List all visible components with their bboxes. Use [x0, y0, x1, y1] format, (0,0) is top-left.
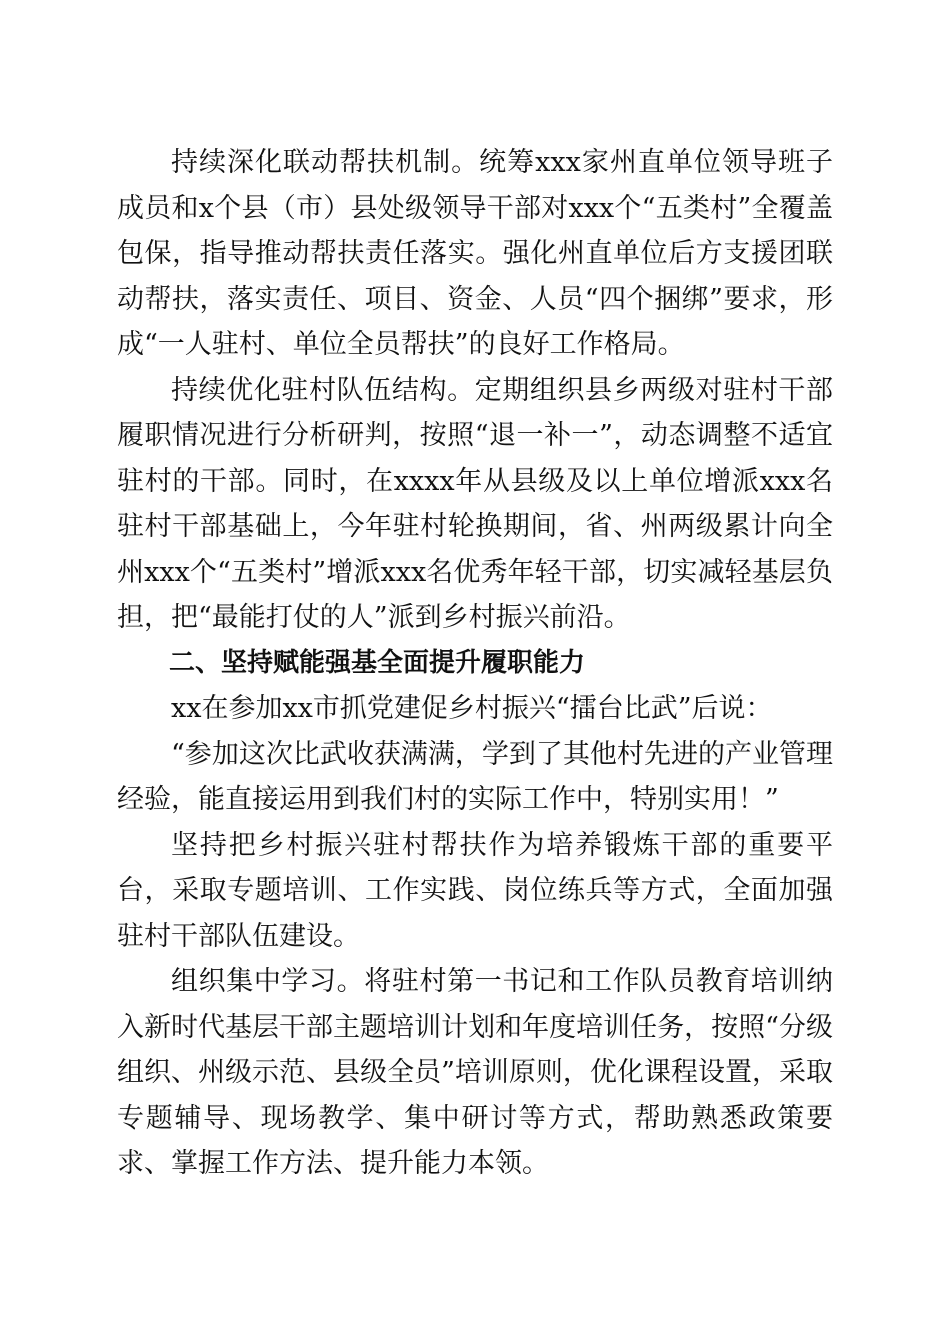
paragraph-training-platform: 坚持把乡村振兴驻村帮扶作为培养锻炼干部的重要平台，采取专题培训、工作实践、岗位练兵等方式，全面加强驻村干部队伍建设。: [117, 829, 833, 952]
paragraph-quote-intro: xx在参加xx市抓党建促乡村振兴“擂台比武”后说：: [171, 693, 773, 724]
document-body: [117, 140, 833, 1187]
paragraph-centralized-learning: 组织集中学习。将驻村第一书记和工作队员教育培训纳入新时代基层干部主题培训计划和年度培训任务，按照“分级组织、州级示范、县级全员”培训原则，优化课程设置，采取专题辅导、现场教学、集中研讨等方式，帮助熟悉政策要求、掌握工作方法、提升能力本领。: [117, 966, 833, 1179]
paragraph-linkage-mechanism: 持续深化联动帮扶机制。统筹xxx家州直单位领导班子成员和x个县（市）县处级领导干部对xxx个“五类村”全覆盖包保，指导推动帮扶责任落实。强化州直单位后方支援团联动帮扶，落实责任、项目、资金、人员“四个捆绑”要求，形成“一人驻村、单位全员帮扶”的良好工作格局。: [117, 147, 833, 360]
paragraph-quote: “参加这次比武收获满满，学到了其他村先进的产业管理经验，能直接运用到我们村的实际工作中，特别实用！”: [117, 738, 833, 815]
paragraph-team-structure: 持续优化驻村队伍结构。定期组织县乡两级对驻村干部履职情况进行分析研判，按照“退一补一”，动态调整不适宜驻村的干部。同时，在xxxx年从县级及以上单位增派xxx名驻村干部基础上，今年驻村轮换期间，省、州两级累计向全州xxx个“五类村”增派xxx名优秀年轻干部，切实减轻基层负担，把“最能打仗的人”派到乡村振兴前沿。: [117, 374, 833, 633]
section-heading: 二、坚持赋能强基全面提升履职能力: [169, 647, 586, 678]
